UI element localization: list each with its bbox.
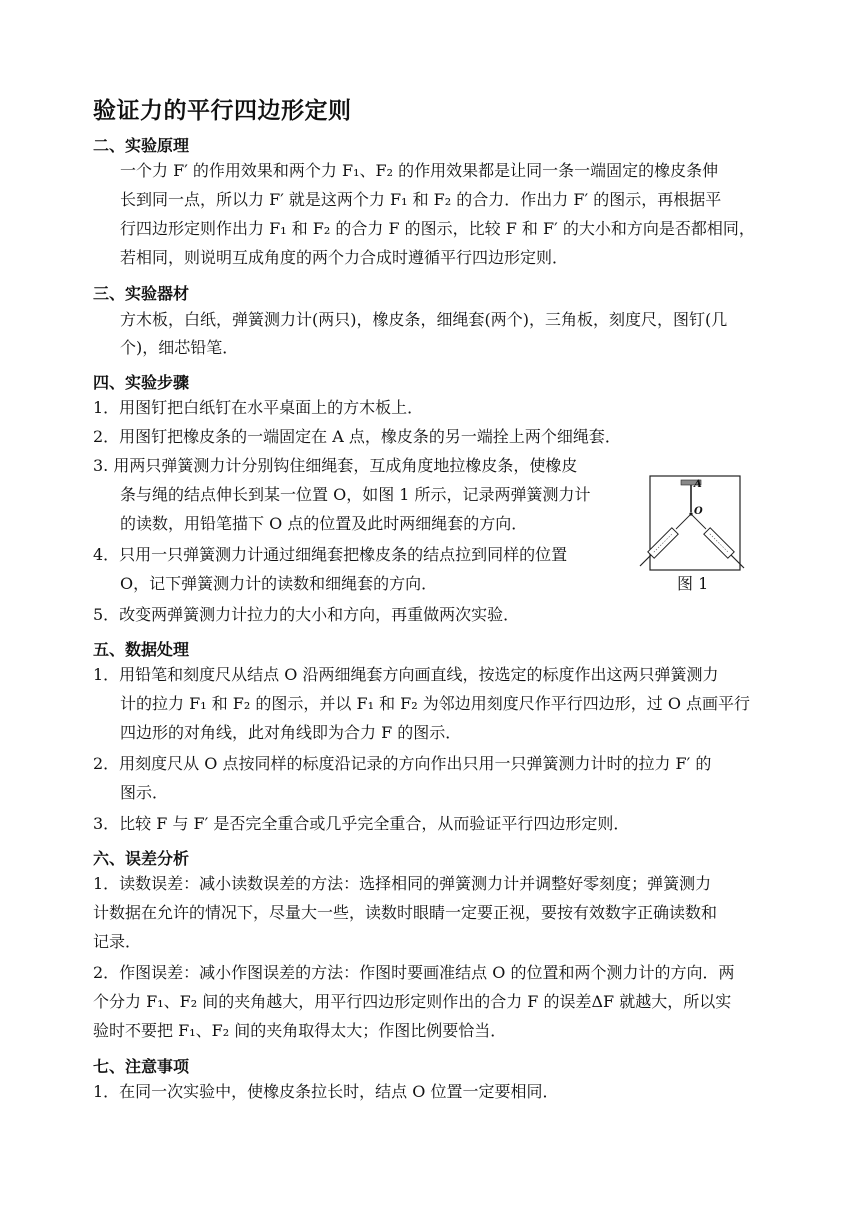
right-spring-scale xyxy=(704,528,734,558)
error-line: 计数据在允许的情况下，尽量大一些，读数时眼睛一定要正视，要按有效数字正确读数和 xyxy=(93,903,718,922)
principle-line: 行四边形定则作出力 F₁ 和 F₂ 的合力 F 的图示，比较 F 和 F′ 的大小和方向是否都相同， xyxy=(120,219,755,238)
step-line: 条与绳的结点伸长到某一位置 O，如图 1 所示，记录两弹簧测力计 xyxy=(120,485,591,504)
step-line: 4．只用一只弹簧测力计通过细绳套把橡皮条的结点拉到同样的位置 xyxy=(93,545,568,564)
data-line: 2．用刻度尺从 O 点按同样的标度沿记录的方向作出只用一只弹簧测力计时的拉力 F′ 的 xyxy=(93,754,712,773)
error-line: 记录． xyxy=(93,932,142,951)
figure-1-caption: 图 1 xyxy=(677,574,709,593)
principle-line: 长到同一点，所以力 F′ 就是这两个力 F₁ 和 F₂ 的合力．作出力 F′ 的图示，再根据平 xyxy=(120,190,722,209)
step-line: 5．改变两弹簧测力计拉力的大小和方向，再重做两次实验． xyxy=(93,605,520,624)
heading-principle: 二、实验原理 xyxy=(93,136,190,155)
notes-line: 1．在同一次实验中，使橡皮条拉长时，结点 O 位置一定要相同． xyxy=(93,1082,559,1101)
principle-line: 若相同，则说明互成角度的两个力合成时遵循平行四边形定则． xyxy=(120,248,569,267)
heading-notes: 七、注意事项 xyxy=(93,1057,190,1076)
heading-steps: 四、实验步骤 xyxy=(93,373,190,392)
step-line: 的读数，用铅笔描下 O 点的位置及此时两细绳套的方向． xyxy=(120,514,528,533)
data-line: 1．用铅笔和刻度尺从结点 O 沿两细绳套方向画直线，按选定的标度作出这两只弹簧测力 xyxy=(93,665,719,684)
data-line: 计的拉力 F₁ 和 F₂ 的图示，并以 F₁ 和 F₂ 为邻边用刻度尺作平行四边形，过 O 点画平行 xyxy=(120,694,751,713)
step-line: O，记下弹簧测力计的读数和细绳套的方向． xyxy=(120,574,438,593)
principle-line: 一个力 F′ 的作用效果和两个力 F₁、F₂ 的作用效果都是让同一条一端固定的橡皮条伸 xyxy=(120,161,719,180)
step-line: 3. 用两只弹簧测力计分别钩住细绳套，互成角度地拉橡皮条，使橡皮 xyxy=(93,456,578,475)
data-line: 3．比较 F 与 F′ 是否完全重合或几乎完全重合，从而验证平行四边形定则． xyxy=(93,814,630,833)
step-line: 1．用图钉把白纸钉在水平桌面上的方木板上． xyxy=(93,398,424,417)
error-line: 个分力 F₁、F₂ 间的夹角越大，用平行四边形定则作出的合力 F 的误差ΔF 就越大，所以实 xyxy=(93,992,732,1011)
right-hook xyxy=(731,555,744,568)
equipment-line: 方木板，白纸，弹簧测力计(两只)，橡皮条，细绳套(两个)，三角板，刻度尺，图钉(几 xyxy=(120,310,728,329)
left-spring-scale xyxy=(648,528,678,558)
page-title: 验证力的平行四边形定则 xyxy=(93,98,352,124)
heading-data-processing: 五、数据处理 xyxy=(93,640,190,659)
error-line: 验时不要把 F₁、F₂ 间的夹角取得太大；作图比例要恰当． xyxy=(93,1021,507,1040)
equipment-line: 个)，细芯铅笔． xyxy=(120,338,239,357)
heading-error-analysis: 六、误差分析 xyxy=(93,849,190,868)
error-line: 1．读数误差：减小读数误差的方法：选择相同的弹簧测力计并调整好零刻度；弹簧测力 xyxy=(93,874,712,893)
left-string xyxy=(676,514,691,529)
left-hook xyxy=(640,555,651,566)
point-o-label: O xyxy=(694,506,703,517)
heading-equipment: 三、实验器材 xyxy=(93,284,190,303)
point-a-label: A xyxy=(694,479,702,490)
error-line: 2．作图误差：减小作图误差的方法：作图时要画准结点 O 的位置和两个测力计的方向．两 xyxy=(93,963,735,982)
data-line: 四边形的对角线，此对角线即为合力 F 的图示． xyxy=(120,723,462,742)
step-line: 2．用图钉把橡皮条的一端固定在 A 点，橡皮条的另一端拴上两个细绳套． xyxy=(93,427,621,446)
data-line: 图示． xyxy=(120,783,169,802)
